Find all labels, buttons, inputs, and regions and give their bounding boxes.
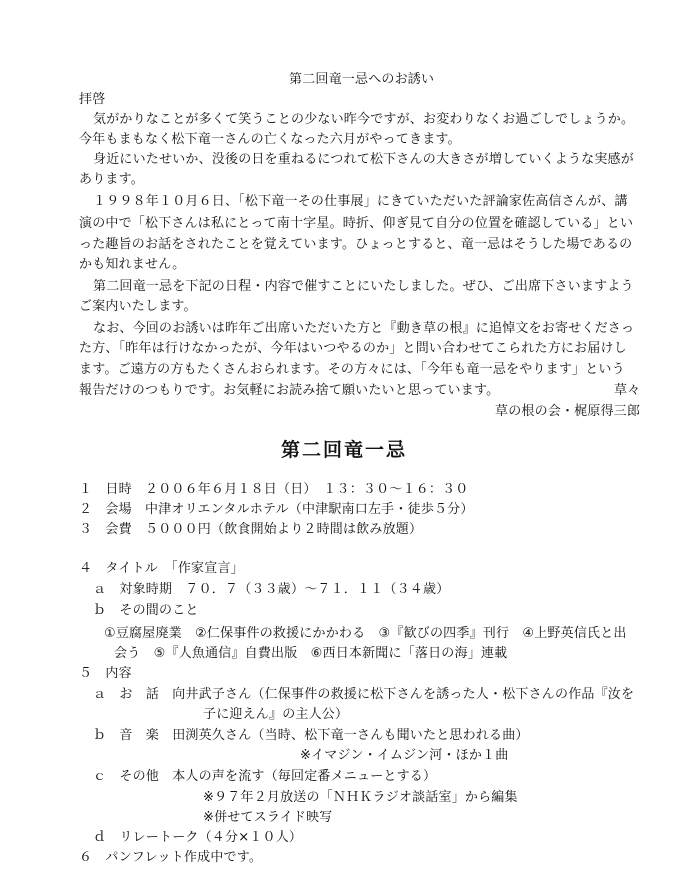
paragraph-5-line-4: 報告だけのつもりです。お気軽にお読み捨て願いたいと思っています。 xyxy=(79,383,500,398)
paragraph-2-line-2: あります。 xyxy=(79,172,144,187)
event-item-5c-line-3: ※併せてスライド映写 xyxy=(203,810,333,825)
paragraph-4-line-1: 第二回竜一忌を下記の日程・内容で催すことにいたしました。ぜひ、ご出席下さいますよう xyxy=(93,279,634,294)
paragraph-3-line-2: 演の中で「松下さんは私にとって南十字星。時折、仰ぎ見て自分の位置を確認している」とい xyxy=(79,216,634,231)
event-item-4b-detail-2: 会う ⑤『人魚通信』自費出版 ⑥西日本新聞に「落日の海」連載 xyxy=(114,646,508,661)
event-item-2-venue: ２ 会場 中津オリエンタルホテル（中津駅南口左手・徒歩５分） xyxy=(79,502,474,517)
event-item-4b-detail-1: ①豆腐屋廃業 ②仁保事件の救援にかかわる ③『歓びの四季』刊行 ④上野英信氏と出 xyxy=(104,626,627,641)
event-item-5b-line-2: ※イマジン・イムジン河・ほか１曲 xyxy=(300,748,509,763)
event-item-5c-line-1: ｃ その他 本人の声を流す（毎回定番メニューとする） xyxy=(93,769,437,784)
paragraph-3-line-4: かも知れません。 xyxy=(79,257,186,272)
paragraph-1-line-2: 今年もまもなく松下竜一さんの亡くなった六月がやってきます。 xyxy=(79,132,461,147)
paragraph-4-line-2: ご案内いたします。 xyxy=(79,299,197,314)
paragraph-3-line-1: １９９８年１０月６日、「松下竜一その仕事展」にきていただいた評論家佐高信さんが、講 xyxy=(93,194,628,209)
event-title: 第二回竜一忌 xyxy=(281,439,408,461)
paragraph-5-line-2: た方、「昨年は行けなかったが、今年はいつやるのか」と問い合わせてこられた方にお届けし xyxy=(79,341,627,356)
event-item-4b-heading: ｂ その間のこと xyxy=(93,603,199,618)
paragraph-5-line-3: ます。ご遠方の方もたくさんおられます。その方々には、「今年も竜一忌をやります」という xyxy=(79,362,625,377)
event-item-5d-relay-talk: ｄ リレートーク（４分×１０人） xyxy=(93,830,303,845)
closing: 草々 xyxy=(614,383,641,398)
event-item-6-pamphlet: ６ パンフレット作成中です。 xyxy=(79,850,263,865)
paragraph-3-line-3: った趣旨のお話をされたことを覚えています。ひょっとすると、竜一忌はそうした場であるの xyxy=(79,237,633,252)
event-item-5a-line-1: ａ お 話 向井武子さん（仁保事件の救援に松下さんを誘った人・松下さんの作品『汝を xyxy=(93,687,635,702)
event-item-5a-line-2: 子に迎えん』の主人公） xyxy=(203,707,349,722)
letter-title: 第二回竜一忌へのお誘い xyxy=(289,72,435,87)
event-item-1-datetime: １ 日時 ２００６年６月１８日（日） １３：３０〜１６：３０ xyxy=(79,482,469,497)
event-item-4-title: ４ タイトル 「作家宣言」 xyxy=(79,561,244,576)
signature: 草の根の会・梶原得三郎 xyxy=(495,404,641,419)
paragraph-1-line-1: 気がかりなことが多くて笑うことの少ない昨今ですが、お変わりなくお過ごしでしょうか。 xyxy=(93,112,635,127)
salutation: 拝啓 xyxy=(79,92,106,107)
paragraph-2-line-1: 身近にいたせいか、没後の日を重ねるにつれて松下さんの大きさが増していくような実感が xyxy=(93,152,634,167)
event-item-3-fee: ３ 会費 ５０００円（飲食開始より２時間は飲み放題） xyxy=(79,522,423,537)
event-item-4a-period: ａ 対象時期 ７０．７（３３歳）〜７１．１１（３４歳） xyxy=(93,582,450,597)
event-item-5-heading: ５ 内容 xyxy=(79,666,132,681)
event-item-5c-line-2: ※９７年２月放送の「ＮＨＫラジオ談話室」から編集 xyxy=(203,790,518,805)
event-item-5b-line-1: ｂ 音 楽 田渕英久さん（当時、松下竜一さんも聞いたと思われる曲） xyxy=(93,728,529,743)
paragraph-5-line-1: なお、今回のお誘いは昨年ご出席いただいた方と『動き草の根』に追悼文をお寄せくださっ xyxy=(93,321,635,336)
